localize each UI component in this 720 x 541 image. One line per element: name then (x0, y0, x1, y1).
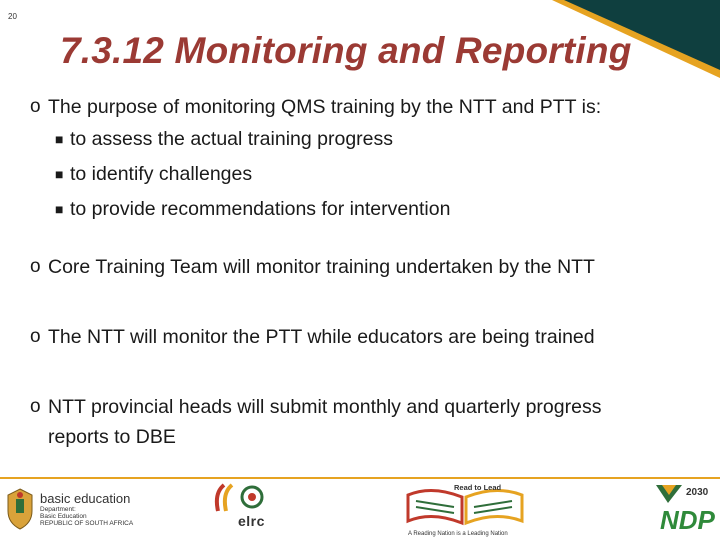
sub-bullet (30, 192, 700, 227)
elrc-logo (208, 483, 290, 541)
footer-logos (0, 477, 720, 540)
bullet-ntt-monitor (30, 322, 700, 352)
read-to-lead-tagline: A Reading Nation is a Leading Nation (408, 531, 508, 537)
sub-bullet-text: to identify challenges (70, 163, 253, 185)
ndp-name: NDP (660, 505, 715, 535)
elrc-emblem-icon (208, 483, 290, 513)
ndp-logo (652, 483, 720, 541)
square-bullet-icon: ■ (55, 131, 64, 147)
hollow-bullet-icon: o (30, 396, 41, 417)
sub-bullet (30, 122, 700, 157)
sub-bullet-text: to assess the actual training progress (70, 128, 394, 150)
content-body (30, 92, 700, 452)
dbe-line: Department: (40, 506, 76, 513)
bullet-purpose (30, 92, 700, 122)
slide-title: 7.3.12 Monitoring and Reporting (60, 30, 632, 71)
hollow-bullet-icon: o (30, 256, 41, 277)
square-bullet-icon: ■ (55, 166, 64, 182)
read-to-lead-logo (402, 483, 532, 541)
sub-bullet (30, 157, 700, 192)
sub-bullet-text: to provide recommendations for intervention (70, 198, 451, 220)
bullet-text: The NTT will monitor the PTT while educators are being trained (48, 326, 595, 348)
ndp-year: 2030 (686, 487, 709, 498)
dbe-logo (4, 487, 154, 537)
square-bullet-icon: ■ (55, 201, 64, 217)
dbe-line: Basic Education (40, 513, 87, 520)
hollow-bullet-icon: o (30, 326, 41, 347)
elrc-name: elrc (238, 513, 265, 529)
hollow-bullet-icon: o (30, 96, 41, 117)
read-to-lead-title: Read to Lead (454, 483, 502, 492)
bullet-text: The purpose of monitoring QMS training by the NTT and PTT is: (48, 96, 602, 118)
bullet-provincial-heads (30, 392, 700, 452)
dbe-name: basic education (40, 491, 131, 506)
dbe-line: REPUBLIC OF SOUTH AFRICA (40, 520, 134, 527)
bullet-core-training-team (30, 252, 700, 282)
footer-divider (0, 477, 720, 479)
slide-number: 20 (8, 12, 17, 21)
bullet-text-line-2: reports to DBE (48, 426, 176, 448)
coat-of-arms-icon (4, 487, 36, 531)
bullet-text: Core Training Team will monitor training undertaken by the NTT (48, 256, 595, 278)
bullet-text-line-1: NTT provincial heads will submit monthly and quarterly progress (48, 396, 602, 418)
